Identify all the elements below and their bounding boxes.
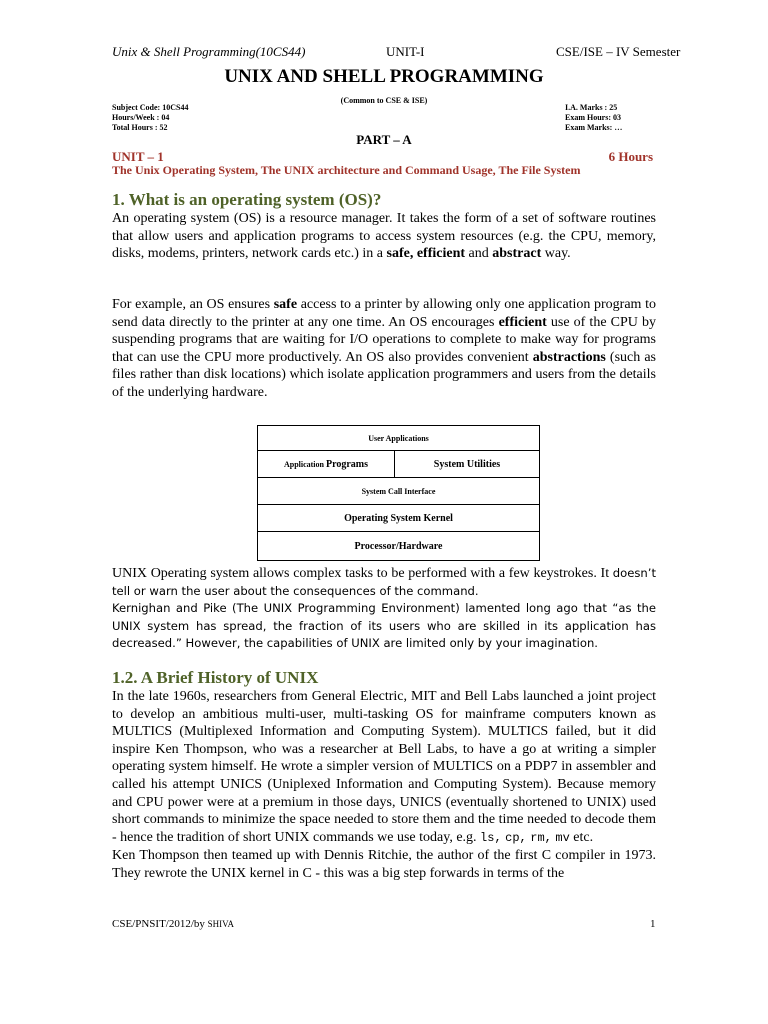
cmd-ls: ls, — [480, 830, 502, 845]
hours-week: Hours/Week : 04 — [112, 113, 170, 122]
exam-marks: Exam Marks: … — [565, 123, 623, 132]
section-1-heading: 1. What is an operating system (OS)? — [112, 190, 382, 209]
exam-hours: Exam Hours: 03 — [565, 113, 621, 122]
layer-user-applications: User Applications — [257, 425, 540, 451]
layer-system-call-interface: System Call Interface — [257, 478, 540, 505]
page-title: UNIX AND SHELL PROGRAMMING — [224, 66, 544, 87]
section-1-paragraph-2: For example, an OS ensures safe access to a printer by allowing only one application program to send data directly to the printer at any one time. An OS encourages efficient use of the CPU by suspending programs that are waiting for I/O operations to complete to make way for programs that can use the CPU more productively. An OS also provides convenient abstractions (such as files rather than disk locations) which isolate application programmers and users from the details of the underlying hardware. — [112, 297, 656, 400]
subject-code: Subject Code: 10CS44 — [112, 103, 189, 112]
os-layer-diagram — [257, 425, 540, 561]
header-semester: CSE/ISE – IV Semester — [556, 44, 681, 59]
cmd-mv: mv — [555, 830, 570, 845]
ia-marks: I.A. Marks : 25 — [565, 103, 618, 112]
unix-intro-paragraph: UNIX Operating system allows complex tasks to be performed with a few keystrokes. It doesn’t tell or warn the user about the consequences of the command. Kernighan and Pike (The UNIX Programming Environment) lamented long ago that “as the UNIX system has spread, the fraction of its users who are skilled in its application has decreased.” However, the capabilities of UNIX are limited only by your imagination. — [112, 566, 656, 651]
total-hours: Total Hours : 52 — [112, 123, 168, 132]
layer-application-programs: Application Programs — [283, 458, 369, 470]
section-1-paragraph-1: An operating system (OS) is a resource manager. It takes the form of a set of software routines that allow users and application programs to access system resources (e.g. the CPU, memory, disks, modems, printers, network cards etc.) in a safe, efficient and abstract way. — [112, 211, 656, 262]
page-number: 1 — [650, 918, 656, 930]
meta-left — [112, 103, 188, 133]
header-unit: UNIT-I — [386, 44, 425, 59]
unit-hours: 6 Hours — [608, 149, 653, 164]
unit-label: UNIT – 1 — [112, 149, 164, 164]
layer-programs-utilities — [257, 451, 540, 478]
layer-hardware: Processor/Hardware — [257, 532, 540, 561]
layer-system-utilities: System Utilities — [394, 451, 539, 477]
part-heading: PART – A — [356, 132, 412, 147]
footer-credit: CSE/PNSIT/2012/by SHIVA — [112, 918, 234, 930]
cmd-rm: rm, — [530, 830, 552, 845]
cmd-cp: cp, — [505, 830, 527, 845]
header-course: Unix & Shell Programming(10CS44) — [112, 44, 306, 59]
page-subtitle: (Common to CSE & ISE) — [340, 96, 428, 105]
unit-topics: The Unix Operating System, The UNIX architecture and Command Usage, The File System — [112, 163, 581, 177]
layer-kernel: Operating System Kernel — [257, 505, 540, 532]
meta-right — [565, 103, 622, 133]
section-2-heading: 1.2. A Brief History of UNIX — [112, 668, 319, 687]
history-paragraph: In the late 1960s, researchers from General Electric, MIT and Bell Labs launched a joint project to develop an ambitious multi-user, multi-tasking OS for mainframe computers known as MULTICS (Multiplexed Information and Computing System). MULTICS failed, but it did inspire Ken Thompson, who was a researcher at Bell Labs, to have a go at writing a simpler operating system himself. He wrote a simpler version of MULTICS on a PDP7 in assembler and called his attempt UNICS (Uniplexed Information and Computing System). Because memory and CPU power were at a premium in those days, UNICS (eventually shortened to UNIX) used short commands to minimize the space needed to store them and the time needed to decode them - hence the tradition of short UNIX commands we use today, e.g. ls, cp, rm, mv etc. Ken Thompson then teamed up with Dennis Ritchie, the author of the first C compiler in 1973. They rewrote the UNIX kernel in C - this was a big step forwards in terms of the — [112, 689, 656, 881]
